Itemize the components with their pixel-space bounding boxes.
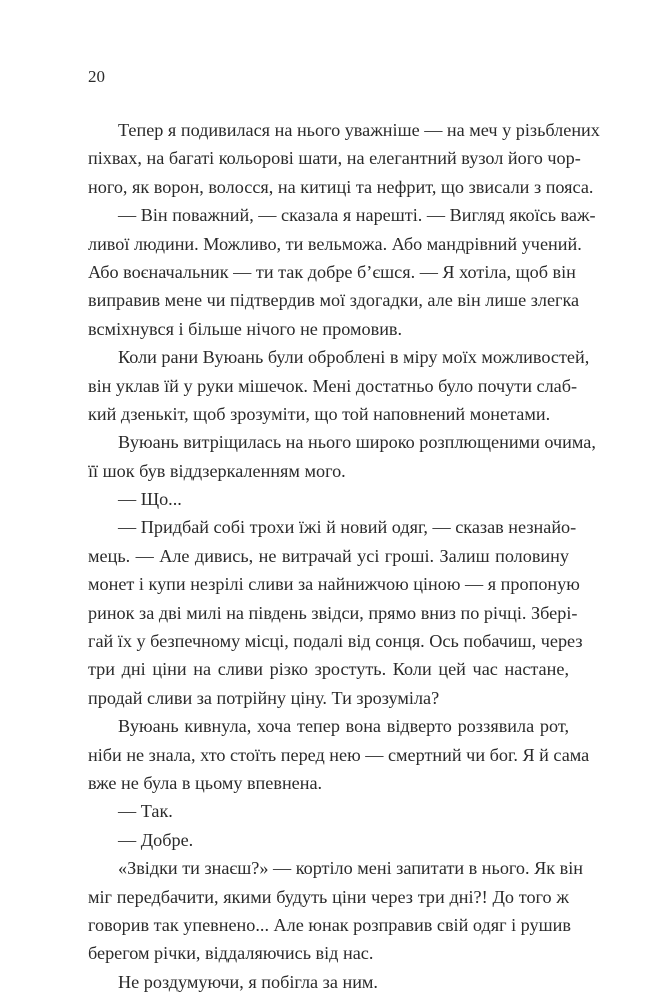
text-line: — Він поважний, — сказала я нарешті. — Вигляд якоїсь важ- — [118, 205, 596, 226]
text-line: монет і купи незрілі сливи за найнижчою ціною — я пропоную — [88, 574, 580, 595]
page-number: 20 — [88, 67, 105, 86]
text-line: «Звідки ти знаєш?» — кортіло мені запитати в нього. Як він — [118, 858, 584, 879]
text-line: — Що... — [118, 489, 182, 510]
text-line: — Так. — [118, 801, 173, 822]
text-line: — Добре. — [118, 829, 194, 850]
text-line: — Придбай собі трохи їжі й новий одяг, — сказав незнайо- — [118, 517, 577, 538]
text-line: кий дзенькіт, щоб зрозуміти, що той наповнений монетами. — [88, 403, 551, 424]
text-line: міг передбачити, якими будуть ціни через три дні?! До того ж — [88, 886, 569, 907]
text-line: мець. — Але дивись, не витрачай усі гроші. Залиш половину — [88, 545, 569, 566]
text-line: Тепер я подивилася на нього уважніше — на меч у різьблених — [118, 120, 600, 140]
text-line: вже не була в цьому впевнена. — [88, 772, 323, 793]
text-line: Або воєначальник — ти так добре б’єшся. — Я хотіла, щоб він — [88, 261, 576, 282]
text-line: ливої людини. Можливо, ти вельможа. Або мандрівний учений. — [88, 233, 582, 254]
text-line: він уклав їй у руки мішечок. Мені достатньо було почути слаб- — [88, 375, 578, 396]
text-line: ного, як ворон, волосся, на китиці та нефрит, що звисали з пояса. — [88, 176, 594, 197]
text-line: гай їх у безпечному місці, подалі від сонця. Ось побачиш, через — [88, 631, 583, 652]
text-line: виправив мене чи підтвердив мої здогадки, але він лише злегка — [88, 290, 580, 311]
text-line: Вуюань кивнула, хоча тепер вона відверто роззявила рот, — [118, 716, 569, 737]
text-line: ринок за дві милі на південь звідси, прямо вниз по річці. Збері- — [88, 602, 578, 623]
text-line: її шок був віддзеркаленням мого. — [88, 460, 346, 481]
text-line: піхвах, на багаті кольорові шати, на елегантний вузол його чор- — [88, 148, 581, 169]
body-text — [88, 116, 600, 996]
text-line: ніби не знала, хто стоїть перед нею — смертний чи бог. Я й сама — [88, 744, 590, 765]
text-line: берегом річки, віддаляючись від нас. — [88, 943, 374, 964]
text-line: говорив так упевнено... Але юнак розправив свій одяг і рушив — [88, 914, 571, 935]
text-line: Вуюань витріщилась на нього широко розплющеними очима, — [118, 432, 596, 453]
text-line: три дні ціни на сливи різко зростуть. Коли цей час настане, — [88, 659, 569, 680]
text-line: продай сливи за потрійну ціну. Ти зрозуміла? — [88, 687, 440, 708]
text-line: Не роздумуючи, я побігла за ним. — [118, 971, 378, 992]
text-line: всміхнувся і більше нічого не промовив. — [88, 318, 403, 339]
text-line: Коли рани Вуюань були оброблені в міру моїх можливостей, — [118, 347, 590, 368]
